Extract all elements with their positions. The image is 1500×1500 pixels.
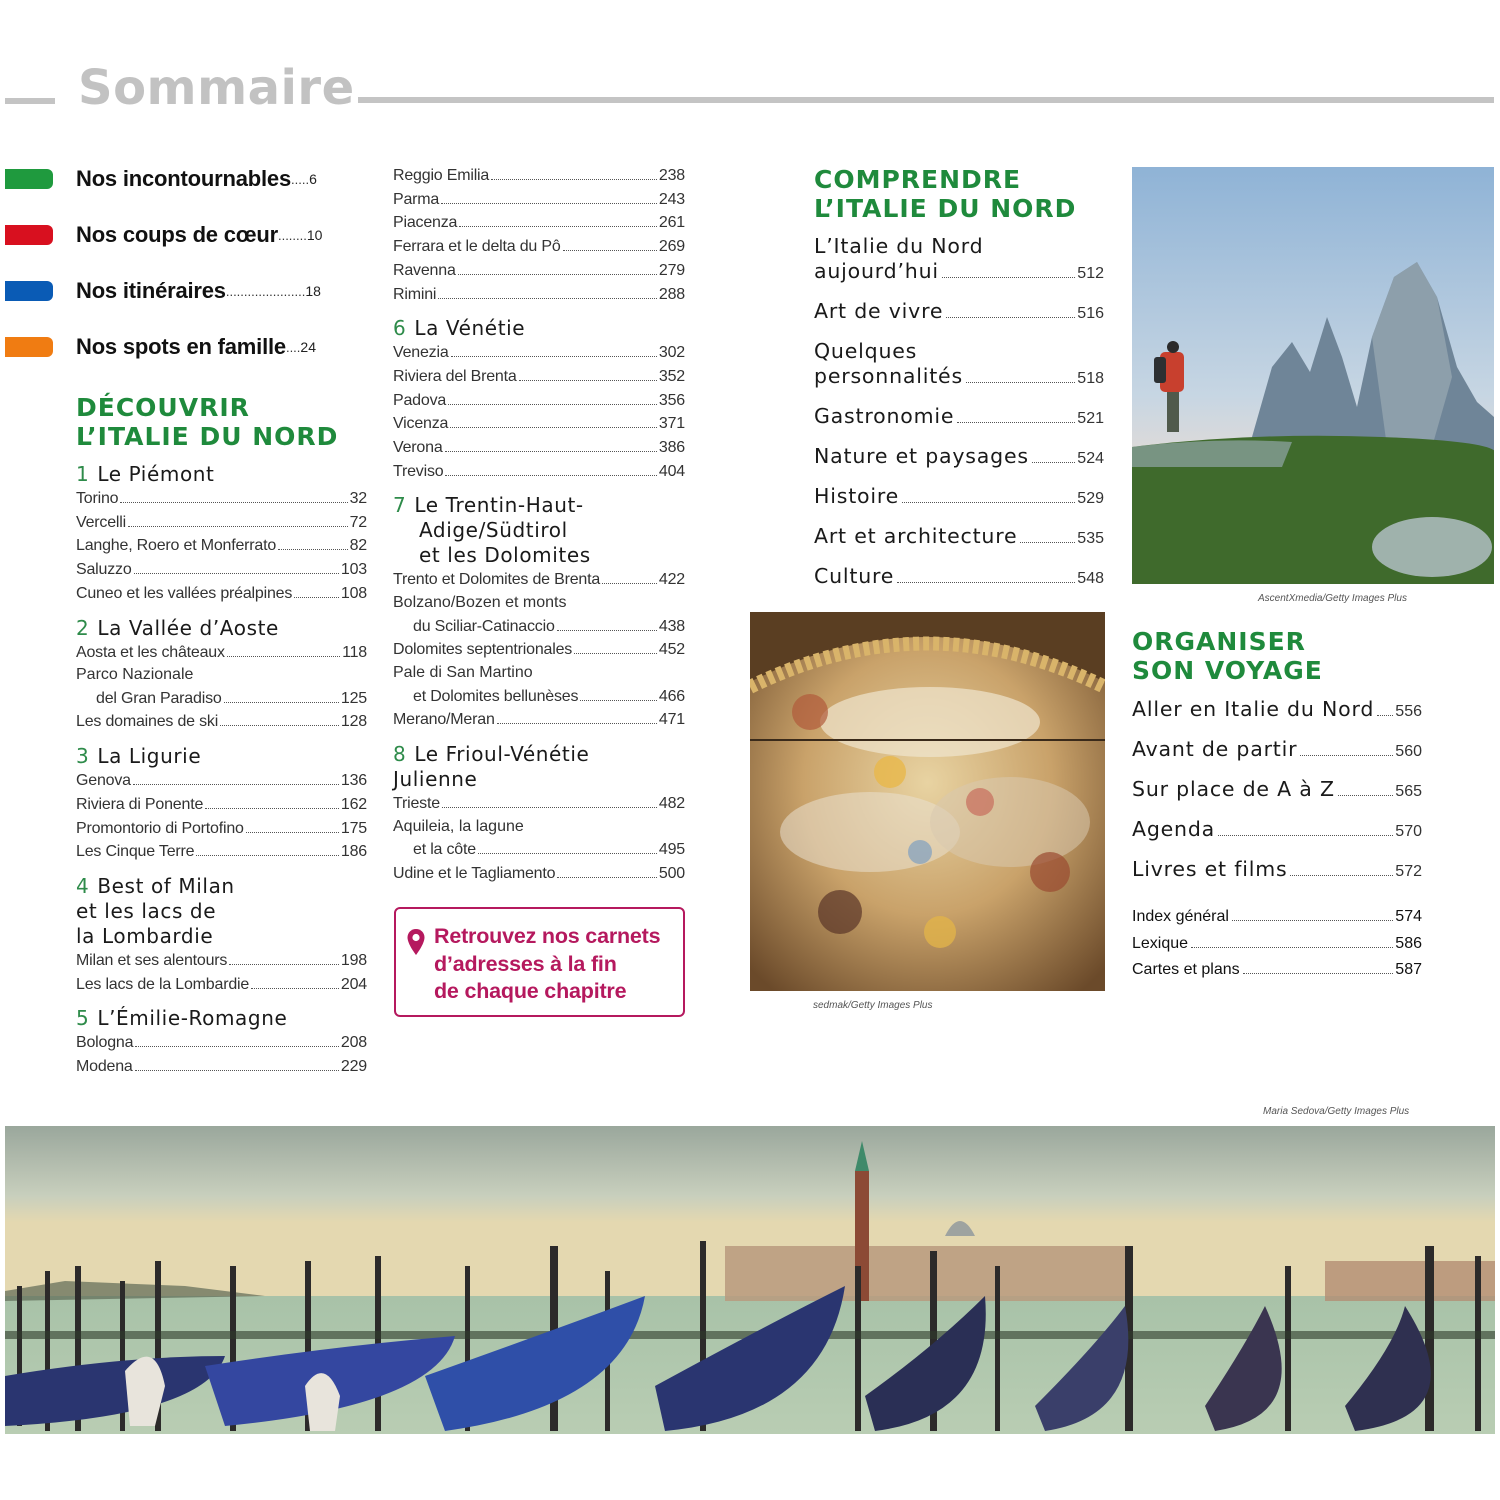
toc-entry[interactable] — [393, 592, 685, 638]
page-number: 356 — [658, 391, 685, 409]
toc-entry[interactable] — [814, 404, 1104, 431]
dot-leader — [902, 502, 1075, 503]
page-number: 535 — [1077, 530, 1104, 547]
page-number: 524 — [1077, 450, 1104, 467]
entry-label: Cuneo et les vallées préalpines — [76, 584, 293, 602]
dot-leader — [1218, 835, 1393, 836]
highlight-label: Nos spots en famille — [76, 334, 286, 359]
dot-leader — [441, 203, 657, 204]
page-number: 243 — [658, 190, 685, 208]
dot-leader — [196, 855, 339, 856]
page-number: 548 — [1077, 570, 1104, 587]
header-rule-right — [358, 97, 1494, 103]
title-line: L’ITALIE DU NORD — [76, 422, 339, 451]
dot-leader — [445, 475, 656, 476]
page-number: 125 — [340, 689, 367, 707]
highlight-incontournables[interactable] — [5, 166, 317, 192]
page-number: 518 — [1077, 370, 1104, 387]
entry-label: Index général — [1132, 908, 1229, 925]
entry-label: Aosta et les châteaux — [76, 643, 225, 661]
fresco-photo — [750, 612, 1105, 991]
page-number: 10 — [306, 227, 323, 243]
chapter-title: La Vénétie — [414, 316, 526, 341]
toc-entry[interactable] — [1132, 931, 1422, 958]
entry-label: Histoire — [814, 484, 900, 508]
entry-label: Reggio Emilia — [393, 167, 490, 184]
toc-entry[interactable] — [393, 164, 685, 188]
entry-label: Merano/Meran — [393, 711, 495, 729]
map-pin-icon — [406, 928, 426, 956]
toc-entry[interactable] — [1132, 777, 1422, 804]
toc-entry[interactable] — [76, 641, 367, 665]
page-number: 495 — [658, 841, 685, 859]
entry-label: Piacenza — [393, 214, 458, 232]
toc-entry[interactable] — [393, 638, 685, 662]
toc-entry[interactable] — [76, 973, 367, 997]
page-number: 438 — [658, 617, 685, 635]
toc-entry[interactable] — [1132, 857, 1422, 884]
page-number: 386 — [658, 439, 685, 457]
entry-label: Dolomites septentrionales — [393, 641, 573, 659]
entry-label: Art de vivre — [814, 299, 944, 323]
toc-entry[interactable] — [76, 511, 367, 535]
dot-leader — [294, 597, 339, 598]
page-number: 574 — [1395, 908, 1422, 925]
page-number: 162 — [340, 795, 367, 813]
page-number: 261 — [658, 214, 685, 232]
page-number: 229 — [340, 1058, 367, 1076]
toc-entry[interactable] — [1132, 697, 1422, 724]
toc-entry[interactable] — [393, 862, 685, 886]
page-number: 422 — [658, 571, 685, 589]
page-number: 500 — [658, 864, 685, 882]
toc-entry[interactable] — [814, 299, 1104, 326]
entry-label: Riviera di Ponente — [76, 795, 204, 813]
page-number: 118 — [342, 643, 367, 661]
page-number: 128 — [340, 713, 367, 731]
chapter-heading-8[interactable] — [393, 742, 685, 792]
organiser-list — [1132, 697, 1422, 984]
chapter-title: Le Frioul-Vénétie — [414, 741, 590, 766]
dot-leader: ........ — [277, 227, 307, 243]
entry-label: Milan et ses alentours — [76, 951, 228, 969]
page-number: 24 — [300, 339, 316, 355]
entry-label: Genova — [76, 772, 131, 790]
entry-label: Ferrara et le delta du Pô — [393, 238, 561, 256]
toc-entry[interactable] — [393, 188, 685, 212]
toc-entry[interactable] — [76, 1055, 367, 1079]
blue-swatch-icon — [5, 281, 53, 301]
comprendre-list — [814, 234, 1104, 591]
dot-leader — [1191, 947, 1393, 948]
page-number: 269 — [658, 238, 685, 256]
entry-label-line1: Quelques — [814, 339, 918, 363]
dot-leader — [557, 877, 657, 878]
highlight-label: Nos itinéraires — [76, 278, 226, 303]
orange-swatch-icon — [5, 337, 53, 357]
chapter-heading-5[interactable] — [76, 1006, 367, 1031]
page-number: 586 — [1395, 934, 1422, 952]
entry-label: Rimini — [393, 285, 437, 303]
page-number: 6 — [309, 171, 317, 187]
toc-entry[interactable] — [1132, 904, 1422, 931]
toc-column-2 — [393, 164, 685, 886]
entry-label: Trieste — [393, 794, 440, 812]
chapter-heading-7[interactable] — [393, 493, 685, 568]
page-number: 204 — [340, 975, 367, 993]
dot-leader — [602, 583, 657, 584]
green-swatch-icon — [5, 169, 53, 189]
entry-label-line1: Pale di San Martino — [393, 664, 533, 682]
dot-leader — [580, 700, 657, 701]
toc-entry[interactable] — [814, 234, 1104, 286]
page-number: 352 — [658, 367, 685, 385]
chapter-number: 1 — [76, 462, 90, 486]
highlight-spots-famille[interactable] — [5, 334, 316, 360]
dot-leader — [1232, 920, 1393, 921]
entry-label: Parma — [393, 190, 440, 208]
entry-label-line1: L’Italie du Nord — [814, 234, 984, 258]
dot-leader — [442, 807, 657, 808]
page-number: 186 — [340, 843, 367, 861]
chapter-heading-3[interactable] — [76, 744, 367, 769]
page-number: 565 — [1395, 783, 1422, 800]
page-title: Sommaire — [78, 60, 355, 116]
entry-label: Treviso — [393, 462, 444, 480]
toc-entry[interactable] — [76, 487, 367, 511]
dot-leader — [1020, 542, 1075, 543]
chapter-title: Julienne — [393, 766, 478, 791]
dot-leader: ...................... — [225, 283, 306, 299]
chapter-title: et les lacs de — [76, 898, 217, 923]
dot-leader — [227, 656, 340, 657]
page-number: 82 — [349, 537, 367, 555]
chapter-title: L’Émilie-Romagne — [97, 1006, 288, 1031]
chapter-title: Best of Milan — [97, 873, 235, 898]
chapter-number: 6 — [393, 316, 407, 341]
highlight-itineraires[interactable] — [5, 278, 321, 304]
photo-credit: sedmak/Getty Images Plus — [813, 1000, 933, 1011]
toc-entry[interactable] — [393, 389, 685, 413]
entry-label-line1: Aquileia, la lagune — [393, 817, 524, 835]
entry-label: et la côte — [413, 841, 476, 859]
page-number: 288 — [658, 285, 685, 303]
entry-label: du Sciliar-Catinaccio — [413, 617, 555, 635]
dot-leader — [448, 404, 657, 405]
dot-leader — [957, 422, 1075, 423]
toc-entry[interactable] — [393, 662, 685, 708]
toc-entry[interactable] — [1132, 817, 1422, 844]
title-line: ORGANISER — [1132, 627, 1306, 656]
dot-leader — [135, 1070, 339, 1071]
toc-entry[interactable] — [814, 484, 1104, 511]
toc-entry[interactable] — [393, 816, 685, 862]
venice-panorama-photo — [5, 1126, 1495, 1434]
toc-entry[interactable] — [76, 793, 367, 817]
toc-entry[interactable] — [393, 235, 685, 259]
dot-leader — [1338, 795, 1393, 796]
dot-leader — [120, 502, 347, 503]
page-number: 516 — [1077, 305, 1104, 322]
entry-label-line1: Bolzano/Bozen et monts — [393, 594, 567, 612]
dot-leader — [1300, 755, 1393, 756]
toc-entry[interactable] — [814, 444, 1104, 471]
chapter-number: 5 — [76, 1006, 90, 1031]
chapter-title: Le Trentin-Haut- — [414, 493, 584, 518]
chapter-title: Adige/Südtirol — [419, 518, 568, 543]
dot-leader — [278, 549, 348, 550]
toc-entry[interactable] — [393, 792, 685, 816]
chapter-number: 7 — [393, 493, 407, 518]
carnets-callout — [394, 907, 685, 1017]
callout-line: de chaque chapitre — [434, 979, 627, 1003]
dot-leader — [946, 317, 1075, 318]
entry-label: Art et architecture — [814, 524, 1018, 548]
page-number: 572 — [1395, 863, 1422, 880]
entry-label: Lexique — [1132, 934, 1189, 952]
dot-leader: .... — [285, 339, 301, 355]
dot-leader — [135, 1046, 339, 1047]
chapter-heading-6[interactable] — [393, 316, 685, 341]
chapter-title: la Lombardie — [76, 923, 214, 948]
entry-label: Verona — [393, 439, 443, 457]
toc-entry[interactable] — [76, 710, 367, 734]
dot-leader — [574, 653, 657, 654]
dot-leader — [246, 832, 339, 833]
toc-entry[interactable] — [393, 259, 685, 283]
highlight-label: Nos coups de cœur — [76, 222, 278, 247]
dot-leader — [220, 725, 339, 726]
entry-label: Vercelli — [76, 513, 126, 531]
dot-leader — [497, 723, 657, 724]
page-number: 103 — [340, 561, 367, 579]
entry-label: Promontorio di Portofino — [76, 819, 244, 837]
entry-label: del Gran Paradiso — [96, 689, 222, 707]
toc-entry[interactable] — [393, 283, 685, 307]
toc-entry[interactable] — [76, 534, 367, 558]
entry-label: Ravenna — [393, 261, 456, 279]
toc-entry[interactable] — [76, 769, 367, 793]
toc-entry[interactable] — [814, 339, 1104, 391]
toc-entry[interactable] — [814, 564, 1104, 591]
dot-leader — [134, 573, 339, 574]
entry-label: Udine et le Tagliamento — [393, 864, 556, 882]
chapter-heading-4[interactable] — [76, 874, 367, 949]
dot-leader — [133, 784, 339, 785]
toc-entry[interactable] — [393, 365, 685, 389]
chapter-title: et les Dolomites — [419, 543, 591, 568]
toc-entry[interactable] — [393, 708, 685, 732]
page-number: 570 — [1395, 823, 1422, 840]
toc-entry[interactable] — [393, 211, 685, 235]
chapter-title: La Ligurie — [97, 744, 202, 769]
dot-leader — [557, 630, 657, 631]
toc-entry[interactable] — [814, 524, 1104, 551]
entry-label: Les lacs de la Lombardie — [76, 975, 250, 993]
entry-label: Padova — [393, 391, 447, 409]
entry-label: Avant de partir — [1132, 737, 1298, 761]
toc-entry[interactable] — [1132, 957, 1422, 984]
toc-entry[interactable] — [393, 568, 685, 592]
entry-label: Nature et paysages — [814, 444, 1029, 468]
title-line: COMPRENDRE — [814, 165, 1022, 194]
page-number: 136 — [340, 772, 367, 790]
page-number: 521 — [1077, 410, 1104, 427]
dot-leader — [942, 277, 1075, 278]
entry-label: Livres et films — [1132, 857, 1288, 881]
page-number: 466 — [658, 687, 685, 705]
toc-entry[interactable] — [393, 341, 685, 365]
dot-leader — [478, 853, 657, 854]
chapter-title: La Vallée d’Aoste — [97, 615, 279, 640]
entry-label: Sur place de A à Z — [1132, 777, 1335, 801]
page-number: 108 — [340, 584, 367, 602]
chapter-title: Le Piémont — [97, 462, 215, 486]
page-number: 560 — [1395, 743, 1422, 760]
entry-label: Riviera del Brenta — [393, 367, 517, 385]
dot-leader — [1243, 973, 1394, 974]
red-swatch-icon — [5, 225, 53, 245]
photo-credit: AscentXmedia/Getty Images Plus — [1258, 593, 1407, 604]
dot-leader — [563, 250, 657, 251]
page-number: 587 — [1395, 961, 1422, 978]
entry-label: Les domaines de ski — [76, 713, 219, 731]
section-title-decouvrir — [76, 393, 338, 451]
dot-leader — [229, 964, 339, 965]
page-number: 238 — [658, 167, 685, 184]
page-number: 279 — [658, 261, 685, 279]
dot-leader — [1377, 715, 1393, 716]
page-number: 18 — [305, 283, 321, 299]
entry-label: Venezia — [393, 344, 449, 362]
entry-label: Torino — [76, 490, 119, 507]
section-title-organiser — [1132, 627, 1323, 685]
toc-entry[interactable] — [76, 949, 367, 973]
page-number: 208 — [340, 1034, 367, 1052]
title-line: SON VOYAGE — [1132, 656, 1323, 685]
highlight-label: Nos incontournables — [76, 166, 291, 191]
dot-leader — [438, 298, 657, 299]
entry-label: Vicenza — [393, 415, 449, 433]
entry-label: Modena — [76, 1058, 133, 1076]
dot-leader — [205, 808, 339, 809]
page-number: 452 — [658, 641, 685, 659]
chapter-heading-2[interactable] — [76, 616, 367, 641]
page-number: 404 — [658, 462, 685, 480]
page-number: 529 — [1077, 490, 1104, 507]
highlight-coups-de-coeur[interactable] — [5, 222, 322, 248]
toc-entry[interactable] — [393, 436, 685, 460]
dot-leader — [128, 526, 348, 527]
dot-leader: ..... — [291, 171, 310, 187]
page-number: 471 — [658, 711, 685, 729]
dot-leader — [251, 988, 339, 989]
toc-entry[interactable] — [393, 460, 685, 484]
entry-label: Gastronomie — [814, 404, 955, 428]
toc-entry[interactable] — [76, 840, 367, 864]
entry-label: Trento et Dolomites de Brenta — [393, 571, 601, 589]
dot-leader — [451, 356, 657, 357]
chapter-number: 4 — [76, 873, 90, 898]
entry-label: Agenda — [1132, 817, 1216, 841]
dot-leader — [458, 274, 657, 275]
toc-entry[interactable] — [76, 1031, 367, 1055]
page-number: 512 — [1077, 265, 1104, 282]
dot-leader — [445, 451, 657, 452]
page-number: 198 — [340, 951, 367, 969]
page-number: 302 — [658, 344, 685, 362]
dot-leader — [491, 179, 657, 180]
entry-label: Cartes et plans — [1132, 961, 1240, 978]
dot-leader — [459, 226, 657, 227]
toc-entry[interactable] — [76, 664, 367, 710]
entry-label: Saluzzo — [76, 561, 132, 579]
dot-leader — [897, 582, 1075, 583]
page-number: 175 — [340, 819, 367, 837]
chapter-heading-1[interactable] — [76, 462, 367, 487]
toc-column-1 — [76, 452, 367, 1079]
toc-entry[interactable] — [76, 817, 367, 841]
dot-leader — [224, 702, 339, 703]
toc-entry[interactable] — [1132, 737, 1422, 764]
dot-leader — [1032, 462, 1075, 463]
toc-entry[interactable] — [76, 582, 367, 606]
page-number: 72 — [349, 513, 367, 531]
dot-leader — [519, 380, 657, 381]
chapter-number: 2 — [76, 615, 90, 640]
callout-line: d’adresses à la fin — [434, 951, 617, 976]
entry-label: Les Cinque Terre — [76, 843, 195, 861]
title-line: L’ITALIE DU NORD — [814, 194, 1077, 223]
entry-label: Culture — [814, 564, 895, 588]
dot-leader — [450, 427, 657, 428]
callout-line: Retrouvez nos carnets — [434, 924, 661, 948]
entry-label: aujourd’hui — [814, 259, 939, 283]
entry-label: Langhe, Roero et Monferrato — [76, 537, 277, 555]
photo-credit: Maria Sedova/Getty Images Plus — [1263, 1106, 1410, 1117]
entry-label-line1: Parco Nazionale — [76, 666, 194, 684]
chapter-number: 8 — [393, 741, 407, 766]
page-number: 556 — [1395, 703, 1422, 720]
entry-label: Aller en Italie du Nord — [1132, 697, 1375, 721]
dolomites-photo — [1132, 167, 1494, 584]
section-title-comprendre — [814, 165, 1076, 223]
chapter-number: 3 — [76, 744, 90, 769]
page-number: 32 — [349, 490, 367, 507]
toc-entry[interactable] — [393, 412, 685, 436]
title-line: DÉCOUVRIR — [76, 393, 250, 422]
entry-label: et Dolomites bellunèses — [413, 687, 579, 705]
entry-label: personnalités — [814, 364, 963, 388]
entry-label: Bologna — [76, 1034, 134, 1052]
page-number: 371 — [658, 415, 685, 433]
dot-leader — [1290, 875, 1393, 876]
page-number: 482 — [658, 794, 685, 812]
header-rule-left — [5, 98, 55, 104]
toc-entry[interactable] — [76, 558, 367, 582]
dot-leader — [966, 382, 1075, 383]
